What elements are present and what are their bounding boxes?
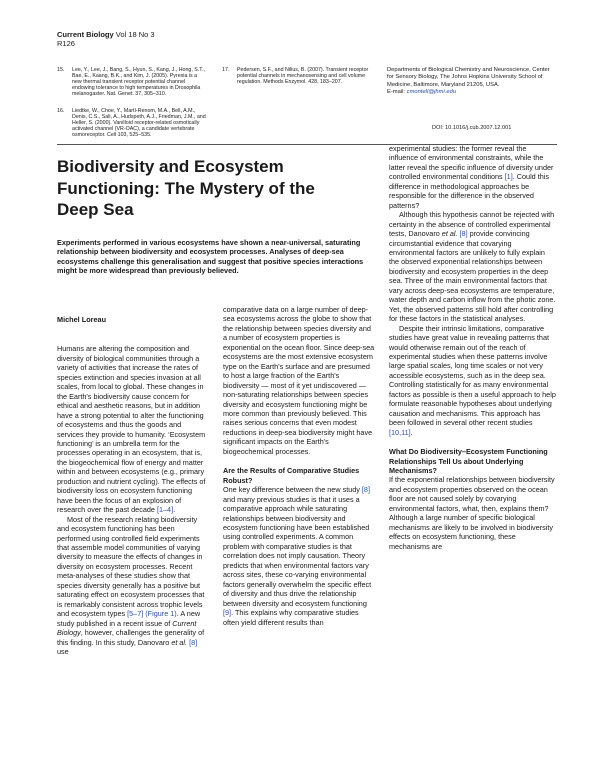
paragraph-text: . This explains why comparative studies often yield different results than xyxy=(223,608,359,627)
paragraph xyxy=(389,144,557,210)
paragraph-text: Humans are altering the composition and diversity of biological communities through a variety of activities that increase the rates of species extinction and species invasion at all scales, from local to global. These changes in the Earth's biodiversity cause concern for ethical and aesthetic reasons, but in addition have a strong potential to alter the functioning of ecosystems and thus the goods and services they provide to humanity. ‘Ecosystem functioning’ is an umbrella term for the processes operating in an ecosystem, that is, the biogeochemical flow of energy and matter within and between ecosystems (e.g., primary production and nutrient cycling). The effects of biodiversity loss on ecosystem functioning have been the focus of an explosion of research over the past decade xyxy=(57,344,206,515)
reference-number: 15. xyxy=(57,67,65,73)
body-column-2 xyxy=(223,305,375,627)
paragraph xyxy=(223,485,375,627)
address-text: Departments of Biological Chemistry and Neuroscience, Center for Sensory Biology, The Johns Hopkins University School of Medicine, Baltimore, Maryland 21205, USA. xyxy=(387,67,550,88)
paragraph-text: experimental studies: the former reveal the influence of environmental constraints, while the latter reveal the specific influence of diversity under controlled environmental conditions xyxy=(389,144,554,182)
paragraph-text: Although this hypothesis cannot be rejected with certainty in the absence of controlled experimental tests, Danovaro xyxy=(389,210,555,239)
article-abstract: Experiments performed in various ecosystems have shown a near-universal, saturating relationship between biodiversity and ecosystem processes. Analyses of deep-sea ecosystems challenge this generalisation and suggest that positive species interactions might be more widespread than previously believed. xyxy=(57,238,364,275)
author-address xyxy=(387,67,557,96)
article-title: Biodiversity and Ecosystem Functioning: The Mystery of the Deep Sea xyxy=(57,157,315,219)
reference-item xyxy=(222,67,374,85)
paragraph xyxy=(57,515,207,657)
running-header xyxy=(57,30,155,48)
paragraph-text: . xyxy=(410,427,413,437)
reference-item xyxy=(57,67,207,97)
citation-link[interactable]: [8] xyxy=(361,485,370,495)
et-al: et al. xyxy=(441,229,458,239)
et-al: et al. xyxy=(171,637,188,647)
citation-link[interactable]: [1] xyxy=(504,172,513,182)
journal-name: Current Biology xyxy=(57,30,114,39)
citation-link[interactable]: [5–7] xyxy=(127,609,144,619)
paragraph xyxy=(57,344,207,514)
paragraph xyxy=(389,210,557,323)
reference-number: 17. xyxy=(222,67,230,73)
section-heading: What Do Biodiversity–Ecosystem Functioning Relationships Tell Us about Underlying Mechanisms? xyxy=(389,447,548,475)
journal-italic: Current Biology xyxy=(57,618,197,638)
figure-link[interactable]: (Figure 1) xyxy=(145,609,177,619)
email-label: E-mail: xyxy=(387,88,406,95)
reference-list-left-2 xyxy=(57,108,207,139)
reference-list-left xyxy=(57,67,207,98)
reference-text: Pedersen, S.F., and Nilius, B. (2007). Transient receptor potential channels in mechanosensing and cell volume regulation. Methods Enzymol. 428, 183–207. xyxy=(237,67,369,86)
paragraph-text: . A new study published in a recent issue of xyxy=(57,609,201,628)
reference-list-right xyxy=(222,67,374,86)
citation-link[interactable]: [9] xyxy=(223,608,232,618)
paragraph-text: , however, challenges the generality of this finding. In this study, Danovaro xyxy=(57,628,205,647)
reference-text: Lee, Y., Lee, J., Bang, S., Hyun, S., Kang, J., Hong, S.T., Bae, E., Kaang, B.K., and Kim, J. (2005). Pyrexia is a new thermal transient receptor potential channel endowing tolerance to high temperatures in Drosophila melanogaster. Nat. Genet. 37, 305–310. xyxy=(72,67,205,98)
reference-item xyxy=(57,108,207,139)
paragraph-text: use xyxy=(57,646,69,656)
author-name: Michel Loreau xyxy=(57,315,107,324)
paragraph: If the exponential relationships between biodiversity and ecosystem properties observed on the ocean floor are not caused solely by covarying environmental factors, what, then, explains them? Although a large number of specific biological mechanisms are likely to be involved in biodiversity effects on ecosystem functioning, these mechanisms are xyxy=(389,475,555,551)
paragraph-text: and many previous studies is that it uses a comparative approach while saturating relationships between biodiversity and ecosystem functioning have been established using controlled experiments. A common problem with comparative studies is that correlation does not imply causation. Theory predicts that when environmental factors vary across sites, these co-varying environmental factors generally overwhelm the specific effect of diversity and thus drive the relationship between diversity and ecosystem functioning xyxy=(223,494,372,608)
citation-link[interactable]: [8] xyxy=(459,229,468,239)
citation-link[interactable]: [10,11] xyxy=(389,427,411,437)
body-column-1 xyxy=(57,315,207,656)
paragraph: comparative data on a large number of deep-sea ecosystems across the globe to show that the relationship between species diversity and a number of ecosystem properties is exponential on the ocean floor. Since deep-sea ecosystems are the most extensive ecosystem type on the Earth's surface and are presumed to host a large fraction of the Earth's biodiversity — most of it yet undiscovered — non-saturating relationships between species diversity and ecosystem functioning might be more common than previously believed. This raises serious concerns that even modest reductions in deep-sea biodiversity might have significant impacts on the Earth's biogeochemical processes. xyxy=(223,305,375,456)
paragraph-text: . xyxy=(173,505,176,515)
paragraph-text: Most of the research relating biodiversity and ecosystem functioning has been performed using controlled field experiments that assemble model communities of varying diversity to measure the effects of changes in diversity on ecosystem processes. Recent meta-analyses of these studies show that species diversity generally has a positive but saturating effect on ecosystem processes that is remarkably consistent across trophic levels and ecosystem types xyxy=(57,514,205,619)
paragraph-text: . Could this difference in methodological approaches be responsible for the difference in the observed patterns? xyxy=(389,172,550,210)
email-link[interactable]: cmontell@jhmi.edu xyxy=(406,88,457,95)
citation-link[interactable]: [8] xyxy=(189,637,198,647)
citation-link[interactable]: [1–4] xyxy=(156,505,174,515)
body-column-3 xyxy=(389,144,557,551)
reference-number: 16. xyxy=(57,108,65,114)
paragraph-text: Despite their intrinsic limitations, comparative studies have great value in revealing patterns that would otherwise remain out of the reach of experimental studies when these patterns involve large spatial scales, long time scales or not very accessible ecosystems, such as in the deep sea. Controlling statistically for as many environmental factors as possible is then a useful approach to help formulate reasonable hypotheses about underlying causation and mechanisms. This approach has been followed in several other recent studies xyxy=(389,323,556,428)
section-heading: Are the Results of Comparative Studies Robust? xyxy=(223,466,360,485)
reference-text: Liedtke, W., Choe, Y., Martí-Renom, M.A., Bell, A.M., Denis, C.S., Sali, A., Hudspeth, A.J., Friedman, J.M., and Heller, S. (2000). Vanilloid receptor-related osmotically activated channel (VR-OAC), a candidate vertebrate osmoreceptor. Cell 103, 525–535. xyxy=(72,108,206,139)
page-number: R126 xyxy=(57,39,75,48)
paragraph-text: One key difference between the new study xyxy=(223,485,360,495)
paragraph-text: provide convincing circumstantial evidence that covarying environmental factors are unlikely to fully explain the observed exponential relationships between biodiversity and ecosystem properties in the deep sea. Three of the main environmental factors that vary across deep-sea ecosystems are temperature, water depth and carbon inflow from the photic zone. Yet, the observed patterns still hold after controlling for these factors in the statistical analyses. xyxy=(389,229,556,324)
volume-issue: Vol 18 No 3 xyxy=(115,30,155,39)
doi: DOI: 10.1016/j.cub.2007.12.001 xyxy=(432,125,512,131)
paragraph xyxy=(389,324,557,437)
